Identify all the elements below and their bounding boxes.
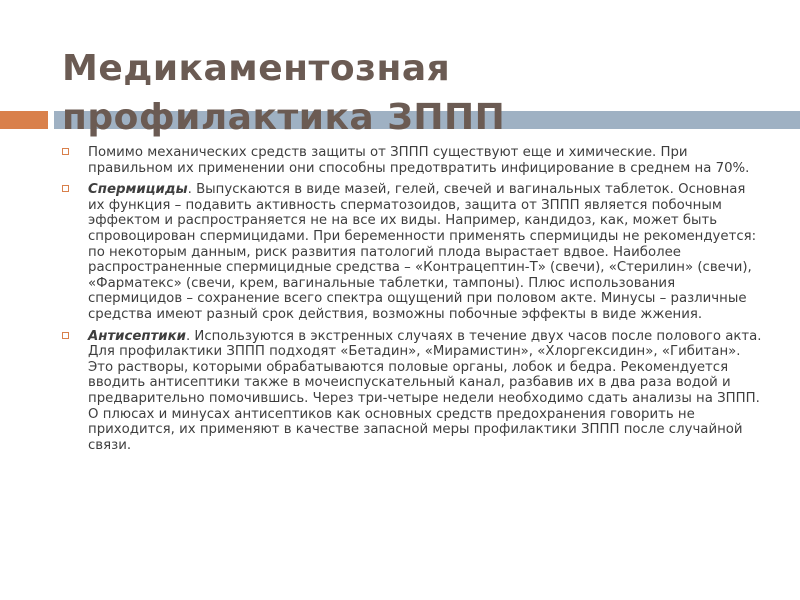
bullet-term: Антисептики [88,328,186,344]
accent-bar-orange [0,111,48,129]
square-bullet-icon [62,332,69,339]
square-bullet-icon [62,185,69,192]
bullet-text: . Используются в экстренных случаях в течение двух часов после полового акта. Для профилактики ЗППП подходят «Бетадин», «Мирамистин», «Хлоргексидин», «Гибитан». Это растворы, которыми обрабатываются половые органы, лобок и бедра. Рекомендуется вводить антисептики также в мочеиспускательный канал, разбавив их в два раза водой и предварительно помочившись. Через три-четыре недели необходимо сдать анализы на ЗППП. О плюсах и минусах антисептиков как основных средств предохранения говорить не приходится, их применяют в качестве запасной меры профилактики ЗППП после случайной связи. [88,328,762,453]
bullet-item [62,145,762,176]
bullet-text: . Выпускаются в виде мазей, гелей, свечей и вагинальных таблеток. Основная их функция – подавить активность сперматозоидов, защита от ЗППП является побочным эффектом и распространяется не на все их виды. Например, кандидоз, как, может быть спровоцирован спермицидами. При беременности применять спермициды не рекомендуется: по некоторым данным, риск развития патологий плода вырастает вдвое. Наиболее распространенные спермицидные средства – «Контрацептин-Т» (свечи), «Стерилин» (свечи), «Фарматекс» (свечи, крем, вагинальные таблетки, тампоны). Плюс использования спермицидов – сохранение всего спектра ощущений при половом акте. Минусы – различные средства имеют разный срок действия, возможны побочные эффекты в виде жжения. [88,182,757,322]
slide-title-line-2: профилактика ЗППП [62,97,506,138]
slide-title [62,44,782,142]
bullet-item [62,329,762,454]
bullet-text: Помимо механических средств защиты от ЗППП существуют еще и химические. При правильном их применении они способны предотвратить инфицирование в среднем на 70%. [88,145,750,176]
square-bullet-icon [62,148,69,155]
bullet-term: Спермициды [88,182,188,198]
slide-title-line-1: Медикаментозная [62,48,451,89]
slide-body [62,145,762,459]
bullet-item [62,182,762,322]
